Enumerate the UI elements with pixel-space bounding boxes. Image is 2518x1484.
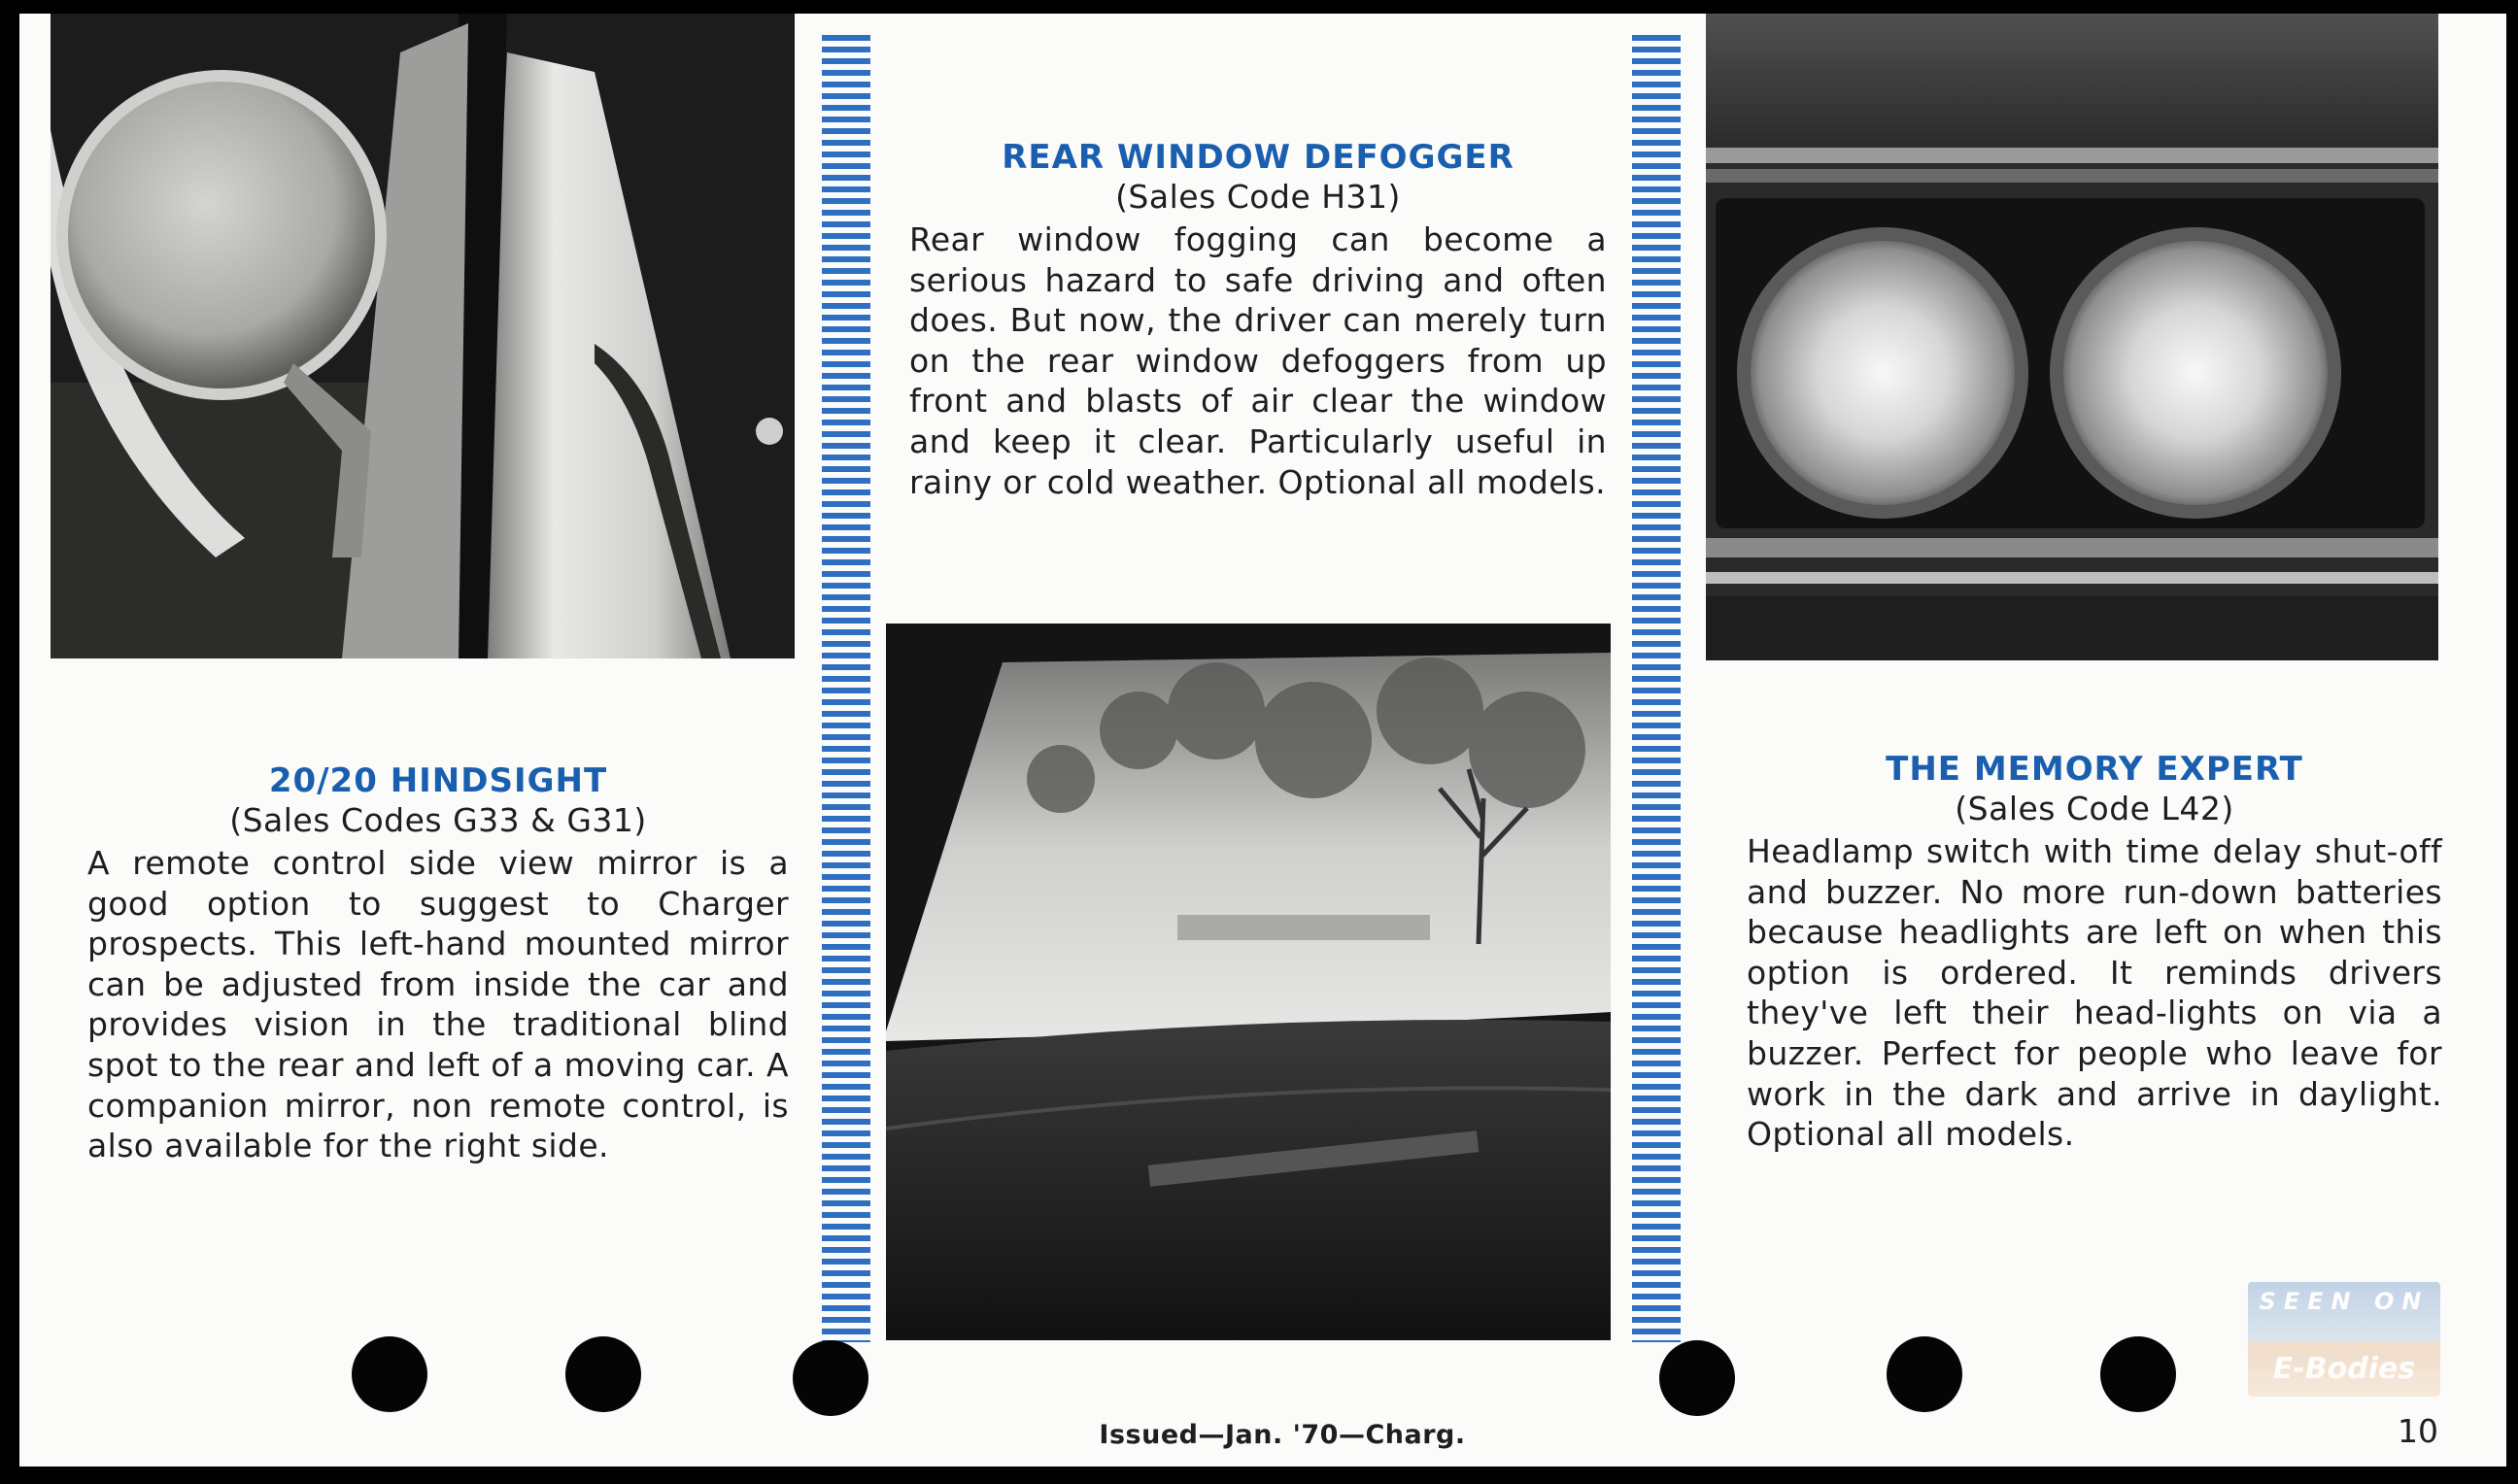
memory-title: THE MEMORY EXPERT [1886, 750, 2303, 789]
hindsight-sales-code: (Sales Codes G33 & G31) [229, 801, 647, 839]
memory-sales-code: (Sales Code L42) [1955, 790, 2234, 827]
watermark-line-1: SEEN ON [2248, 1282, 2440, 1342]
binder-hole [793, 1340, 868, 1416]
binder-hole [2100, 1336, 2176, 1412]
mirror-photo [51, 14, 795, 658]
binder-hole [565, 1336, 641, 1412]
memory-description: Headlamp switch with time delay shut-off and buzzer. No more run-down batteries because headlights are left on when this option is ordered. It reminds drivers they've left their head-lights on via a buzzer. Perfect for people who leave for work in the dark and arrive in daylight. Optional all models. [1747, 832, 2442, 1154]
decorative-stripe-left [822, 35, 870, 1342]
binder-hole [1887, 1336, 1962, 1412]
defogger-photo [886, 624, 1611, 1340]
watermark-logo [2248, 1282, 2440, 1404]
catalog-page [19, 14, 2506, 1467]
watermark-line-2: E-Bodies [2248, 1342, 2440, 1397]
hindsight-description: A remote control side view mirror is a good option to suggest to Charger prospects. This left-hand mounted mirror can be adjusted from inside the car and provides vision in the traditional blind spot to the rear and left of a moving car. A companion mirror, non remote control, is also available for the right side. [87, 844, 789, 1165]
binder-hole [1659, 1340, 1735, 1416]
defogger-section [909, 138, 1607, 502]
memory-section [1747, 750, 2442, 1155]
headlamps-photo [1706, 14, 2438, 660]
page-number: 10 [2398, 1412, 2438, 1450]
defogger-sales-code: (Sales Code H31) [1115, 178, 1401, 216]
issued-footer: Issued—Jan. '70—Charg. [1099, 1420, 1466, 1450]
hindsight-title: 20/20 HINDSIGHT [268, 761, 608, 800]
decorative-stripe-right [1632, 35, 1681, 1342]
hindsight-section [87, 761, 789, 1166]
defogger-title: REAR WINDOW DEFOGGER [1002, 138, 1514, 177]
defogger-description: Rear window fogging can become a serious hazard to safe driving and often does. But now, the driver can merely turn on the rear window defoggers from up front and blasts of air clear the window and keep it clear. Particularly useful in rainy or cold weather. Optional all models. [909, 220, 1607, 501]
binder-hole [352, 1336, 427, 1412]
